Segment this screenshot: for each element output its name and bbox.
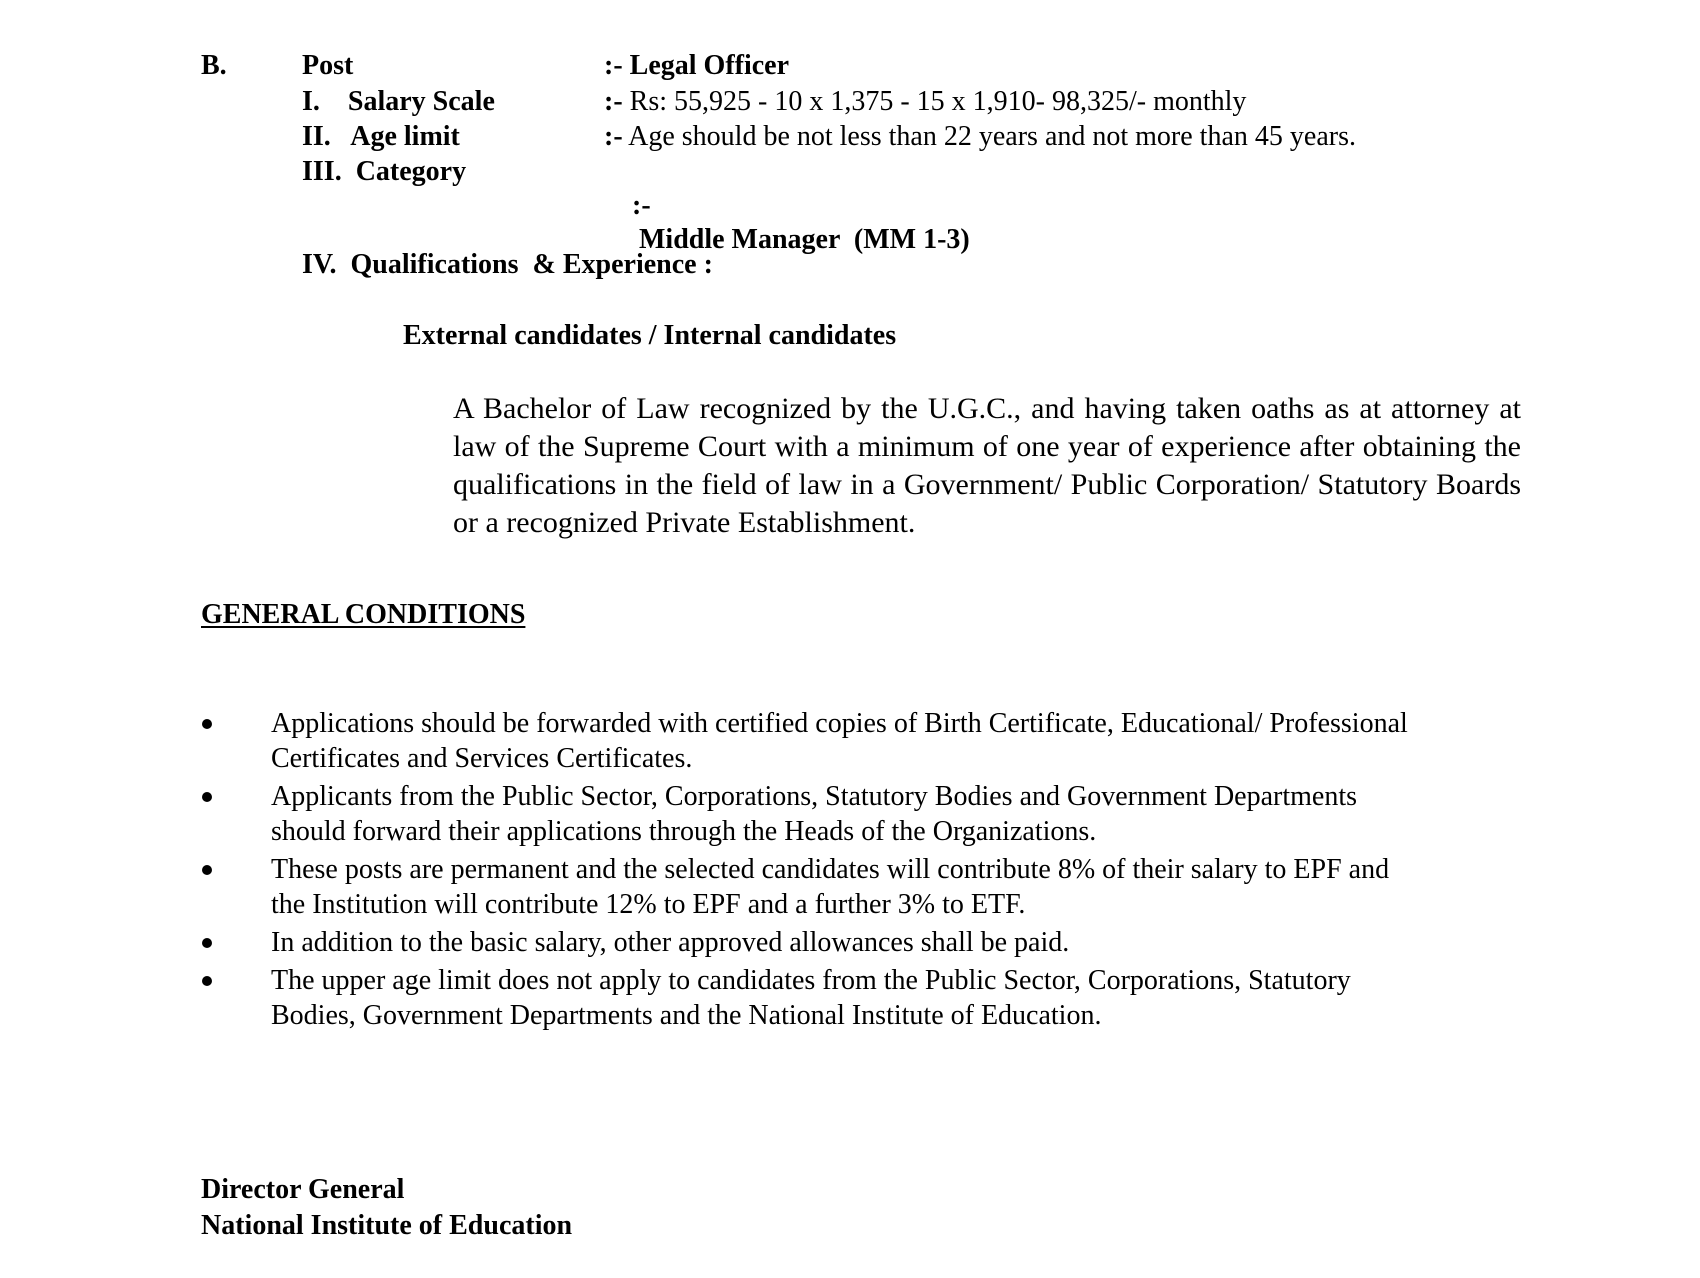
- list-item: [201, 963, 1511, 1033]
- post-row: [604, 49, 789, 83]
- list-item: [201, 852, 1511, 922]
- condition-line-1: The upper age limit does not apply to candidates from the Public Sector, Corporations, Statutory: [271, 965, 1351, 996]
- age-limit-value: Age should be not less than 22 years and not more than 45 years.: [628, 121, 1356, 152]
- condition-line-1: These posts are permanent and the selected candidates will contribute 8% of their salary to EPF and: [271, 854, 1390, 885]
- qualifications-text: A Bachelor of Law recognized by the U.G.C., and having taken oaths as at attorney at law of the Supreme Court with a minimum of one year of experience after obtaining the qualifications in the field of law in a Government/ Public Corporation/ Statutory Boards or a recognized Private Establishment.: [453, 392, 1521, 539]
- salary-scale-label: I. Salary Scale: [302, 86, 495, 117]
- salary-scale-row: [604, 85, 1246, 119]
- signature-title: Director General: [201, 1174, 405, 1205]
- section-letter: B.: [201, 50, 227, 81]
- list-item: [201, 706, 1511, 776]
- list-item: [201, 779, 1511, 849]
- age-limit-label: II. Age limit: [302, 121, 460, 152]
- condition-line-1: In addition to the basic salary, other approved allowances shall be paid.: [271, 927, 1070, 958]
- category-label: III. Category: [302, 156, 467, 187]
- field-separator: :-: [604, 50, 623, 81]
- salary-scale-value: Rs: 55,925 - 10 x 1,375 - 15 x 1,910- 98,325/- monthly: [629, 86, 1247, 117]
- condition-line-2: should forward their applications through the Heads of the Organizations.: [271, 816, 1097, 847]
- signature-organization: National Institute of Education: [201, 1210, 573, 1241]
- age-limit-row: [604, 120, 1356, 154]
- post-label: Post: [302, 50, 354, 81]
- general-conditions-heading: GENERAL CONDITIONS: [201, 599, 526, 630]
- field-separator: :-: [604, 121, 623, 152]
- candidates-heading: External candidates / Internal candidates: [403, 320, 897, 351]
- condition-line-2: the Institution will contribute 12% to EPF and a further 3% to ETF.: [271, 889, 1026, 920]
- post-value: Legal Officer: [629, 50, 790, 81]
- category-value: Middle Manager (MM 1-3): [632, 224, 970, 255]
- condition-line-2: Certificates and Services Certificates.: [271, 743, 693, 774]
- field-separator: :-: [632, 190, 651, 221]
- qualifications-heading: IV. Qualifications & Experience :: [302, 249, 713, 280]
- condition-line-1: Applicants from the Public Sector, Corporations, Statutory Bodies and Government Departments: [271, 781, 1358, 812]
- list-item: [201, 925, 1511, 960]
- general-conditions-list: [201, 706, 1511, 1036]
- field-separator: :-: [604, 86, 623, 117]
- condition-line-2: Bodies, Government Departments and the National Institute of Education.: [271, 1000, 1102, 1031]
- condition-line-1: Applications should be forwarded with certified copies of Birth Certificate, Educational/ Professional: [271, 708, 1408, 739]
